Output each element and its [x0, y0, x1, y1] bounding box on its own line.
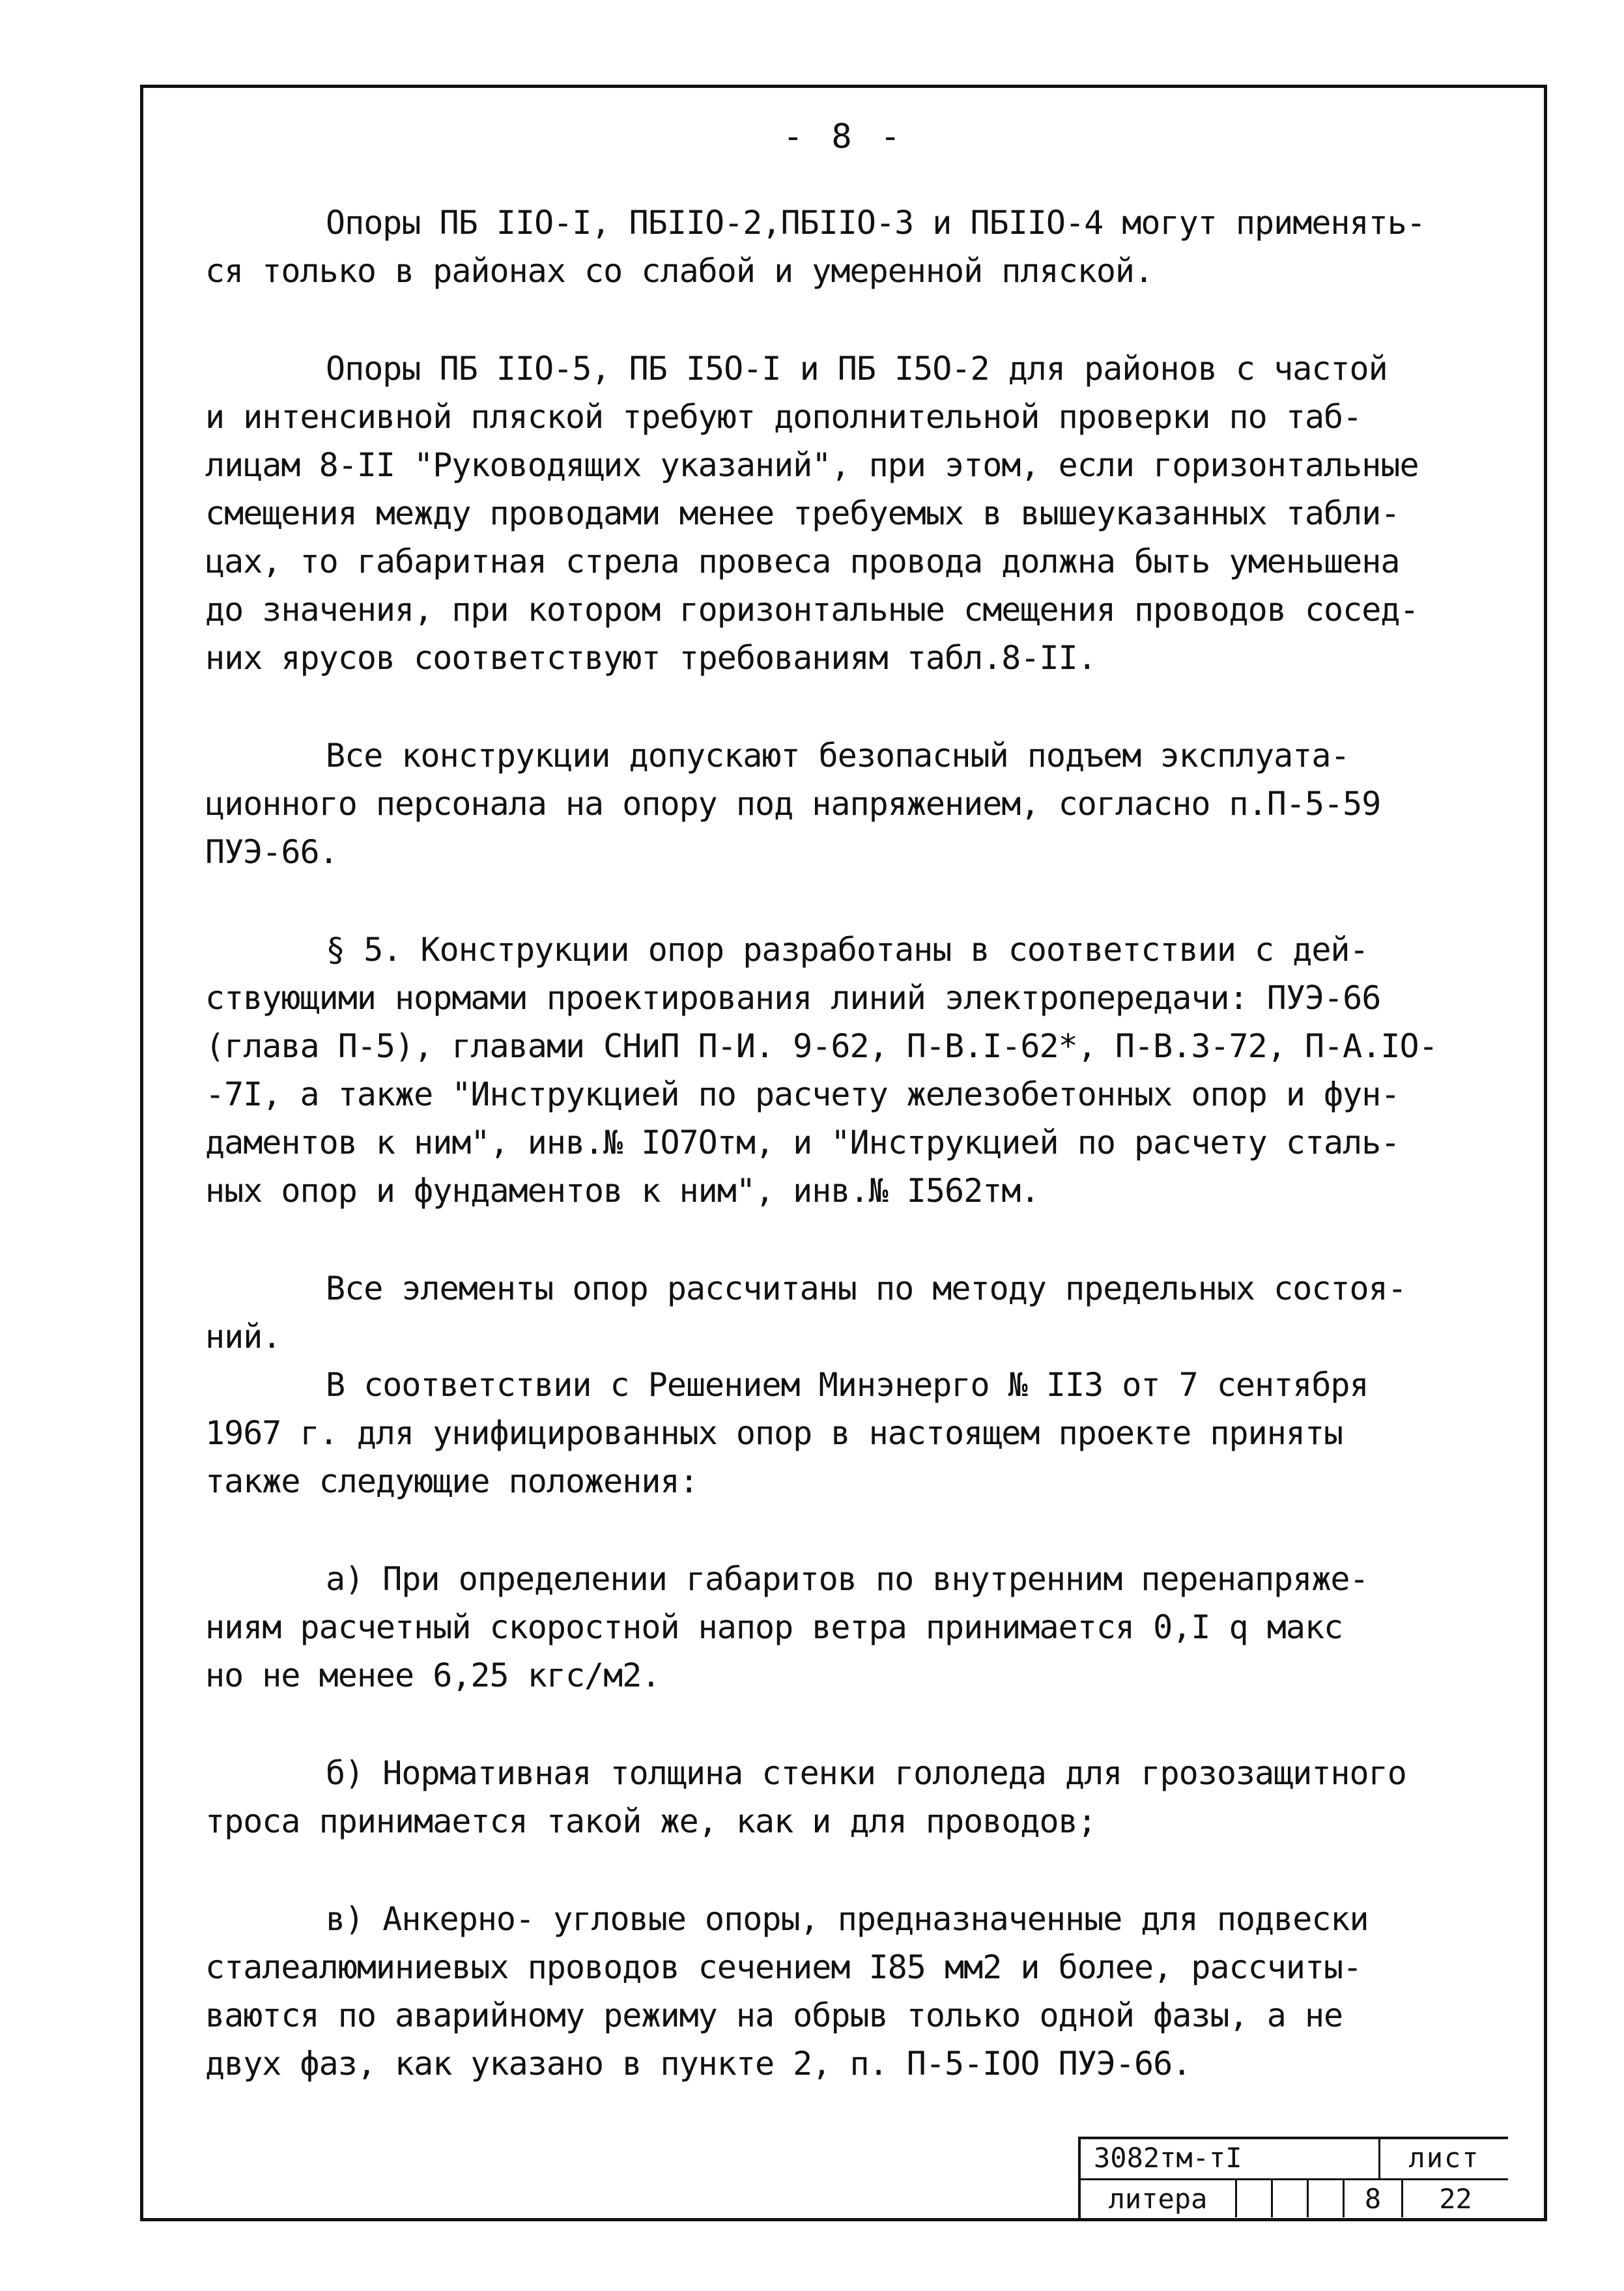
- text-line: [205, 1313, 1508, 1361]
- text-line: [205, 974, 1508, 1022]
- text-line: [205, 1167, 1508, 1215]
- text-line-content: в) Анкерно- угловые опоры, предназначенные для подвески: [326, 1900, 1369, 1938]
- paragraph: [205, 1749, 1508, 1845]
- text-line-content: сталеалюминиевых проводов сечением I85 мм2 и более, рассчиты-: [205, 1948, 1362, 1986]
- text-line: [205, 345, 1508, 393]
- text-line: [205, 393, 1508, 441]
- litera-cell: [1309, 2180, 1345, 2217]
- text-line-content: ных опор и фундаментов к ним", инв.№ I562тм.: [205, 1172, 1040, 1210]
- text-line-content: В соответствии с Решением Минэнерго № II3 от 7 сентября: [326, 1366, 1369, 1404]
- text-line: [205, 1651, 1508, 1700]
- text-line-content: ниям расчетный скоростной напор ветра принимается 0,I q макс: [205, 1608, 1343, 1646]
- text-line: [205, 1361, 1508, 1409]
- text-line-content: даментов к ним", инв.№ IO7Oтм, и "Инструкцией по расчету сталь-: [205, 1124, 1400, 1161]
- text-line-content: но не менее 6,25 кгс/м2.: [205, 1657, 661, 1694]
- text-line-content: смещения между проводами менее требуемых в вышеуказанных табли-: [205, 494, 1400, 532]
- text-line: [205, 634, 1508, 682]
- litera-label: литера: [1081, 2180, 1237, 2217]
- text-line-content: ний.: [205, 1318, 281, 1356]
- text-line: [205, 537, 1508, 586]
- text-line: [205, 1991, 1508, 2040]
- text-line: [205, 780, 1508, 828]
- text-line: [205, 1943, 1508, 1991]
- paragraph: [205, 1895, 1508, 2088]
- text-line: [205, 1070, 1508, 1118]
- paragraph: [205, 926, 1508, 1215]
- paragraph: [205, 345, 1508, 682]
- text-line: [205, 2040, 1508, 2088]
- text-line: [205, 586, 1508, 634]
- text-line: [205, 1022, 1508, 1070]
- text-line-content: цах, то габаритная стрела провеса провода должна быть уменьшена: [205, 543, 1400, 580]
- text-line-content: двух фаз, как указано в пункте 2, п. П-5-IOO ПУЭ-66.: [205, 2045, 1191, 2083]
- text-line: [205, 1409, 1508, 1457]
- text-line-content: Все элементы опор рассчитаны по методу предельных состоя-: [326, 1270, 1406, 1307]
- text-line: [205, 1749, 1508, 1797]
- sheet-number: 8: [1345, 2180, 1403, 2217]
- text-line: [205, 1457, 1508, 1505]
- text-line-content: ся только в районах со слабой и умеренной пляской.: [205, 252, 1154, 290]
- page-number: - 8 -: [782, 117, 905, 156]
- text-line-content: Все конструкции допускают безопасный подъем эксплуата-: [326, 737, 1350, 775]
- paragraph: [205, 732, 1508, 876]
- text-line-content: Опоры ПБ IIO-5, ПБ I5O-I и ПБ I5O-2 для районов с частой: [326, 350, 1388, 388]
- text-line-content: них ярусов соответствуют требованиям табл.8-II.: [205, 639, 1096, 677]
- sheet-label: лист: [1408, 2142, 1480, 2174]
- text-line-content: § 5. Конструкции опор разработаны в соответствии с дей-: [326, 931, 1369, 969]
- text-line: [205, 828, 1508, 876]
- litera-cell: [1237, 2180, 1273, 2217]
- document-body: [205, 199, 1508, 2137]
- text-line-content: ПУЭ-66.: [205, 833, 338, 871]
- paragraph: [205, 1361, 1508, 1505]
- text-line: [205, 489, 1508, 537]
- text-line: [205, 247, 1508, 295]
- paragraph: [205, 199, 1508, 295]
- text-line-content: лицам 8-II "Руководящих указаний", при этом, если горизонтальные: [205, 446, 1419, 484]
- text-line: [205, 1118, 1508, 1167]
- text-line-content: ваются по аварийному режиму на обрыв только одной фазы, а не: [205, 1997, 1343, 2034]
- text-line-content: и интенсивной пляской требуют дополнительной проверки по таб-: [205, 398, 1362, 436]
- text-line-content: (глава П-5), главами СНиП П-И. 9-62, П-В.I-62*, П-В.3-72, П-А.IO-: [205, 1027, 1438, 1065]
- litera-cell: [1273, 2180, 1309, 2217]
- text-line-content: а) При определении габаритов по внутренним перенапряже-: [326, 1560, 1369, 1598]
- text-line-content: б) Нормативная толщина стенки гололеда для грозозащитного: [326, 1754, 1406, 1792]
- text-line: [205, 926, 1508, 974]
- document-code: 3082тм-тI: [1081, 2139, 1380, 2178]
- text-line: [205, 441, 1508, 489]
- text-line-content: ционного персонала на опору под напряжением, согласно п.П-5-59: [205, 785, 1381, 823]
- text-line: [205, 1264, 1508, 1313]
- text-line: [205, 1797, 1508, 1845]
- text-line-content: троса принимается такой же, как и для проводов;: [205, 1802, 1096, 1840]
- text-line-content: 1967 г. для унифицированных опор в настоящем проекте приняты: [205, 1414, 1343, 1452]
- stamp-top-row: [1081, 2139, 1508, 2178]
- text-line: [205, 1555, 1508, 1603]
- text-line-content: до значения, при котором горизонтальные смещения проводов сосед-: [205, 591, 1419, 629]
- page-frame: [140, 85, 1547, 2221]
- text-line-content: Опоры ПБ IIO-I, ПБIIO-2,ПБIIO-3 и ПБIIO-4 могут применять-: [326, 204, 1425, 242]
- text-line: [205, 1603, 1508, 1651]
- text-line: [205, 199, 1508, 247]
- paragraph: [205, 1555, 1508, 1700]
- paragraph: [205, 1264, 1508, 1361]
- title-block-stamp: [1078, 2137, 1508, 2218]
- stamp-bottom-row: [1081, 2178, 1508, 2217]
- text-line-content: ствующими нормами проектирования линий электропередачи: ПУЭ-66: [205, 979, 1381, 1017]
- text-line-content: также следующие положения:: [205, 1462, 698, 1500]
- sheet-total: 22: [1439, 2183, 1472, 2215]
- text-line-content: -7I, а также "Инструкцией по расчету железобетонных опор и фун-: [205, 1075, 1400, 1113]
- text-line: [205, 1895, 1508, 1943]
- text-line: [205, 732, 1508, 780]
